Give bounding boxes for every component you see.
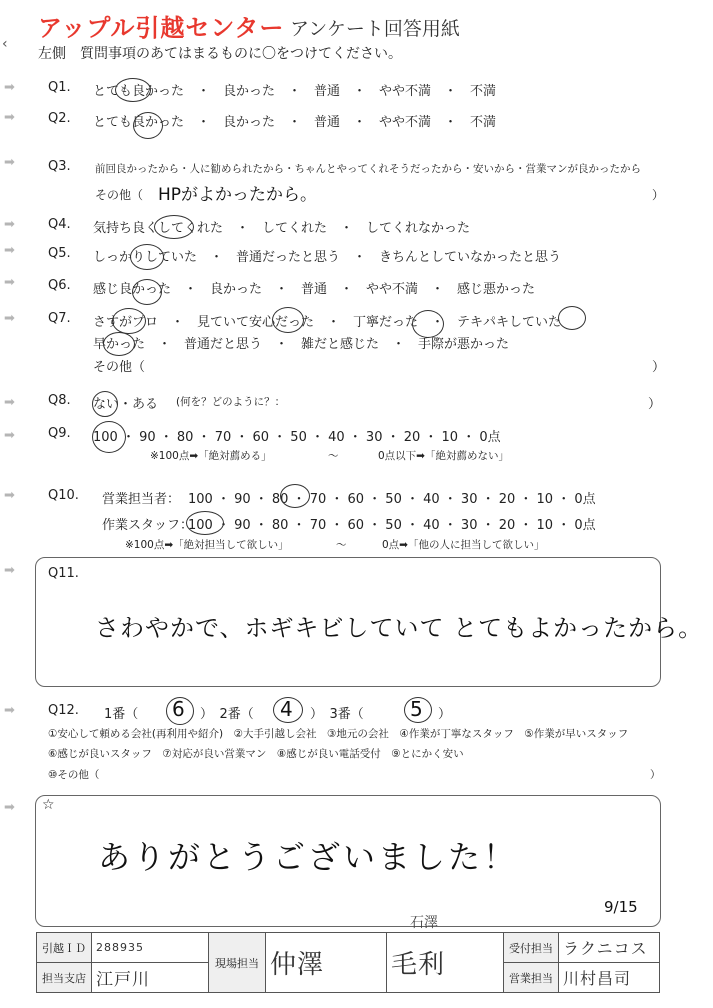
arrow-mark-icon: ➡ bbox=[4, 110, 15, 125]
scale-note-left: ※100点➡「絶対担当して欲しい」 bbox=[125, 539, 289, 551]
answer-options-line1: さすがプロ ・ 見ていて安心だった ・ 丁寧だった ・ テキパキしていた bbox=[93, 315, 562, 330]
question-q8 bbox=[48, 393, 668, 415]
answer-circle-mark bbox=[558, 306, 586, 330]
arrow-mark-icon: ➡ bbox=[4, 80, 15, 95]
sales-staff-value: 川村昌司 bbox=[559, 963, 660, 993]
answer-options: 感じ良かった ・ 良かった ・ 普通 ・ やや不満 ・ 感じ悪かった bbox=[93, 282, 536, 297]
bracket-close: ） bbox=[652, 360, 666, 375]
answer-circle-mark bbox=[186, 511, 224, 535]
question-number: Q11. bbox=[48, 566, 79, 581]
answer-circle-mark bbox=[132, 279, 162, 305]
question-number: Q8. bbox=[48, 393, 71, 408]
sales-staff-label: 営業担当 bbox=[504, 963, 559, 993]
handwritten-answer: HPがよかったから。 bbox=[158, 185, 318, 205]
site-staff-value-1: 仲澤 bbox=[266, 933, 387, 993]
arrow-mark-icon: ➡ bbox=[4, 800, 15, 815]
handwritten-answer: さわやかで、ホギキビしていて とてもよかったから。 bbox=[95, 614, 704, 642]
rank3-value: 5 bbox=[410, 697, 423, 721]
handwritten-date: 9/15 bbox=[604, 898, 638, 916]
answer-options: とても良かった ・ 良かった ・ 普通 ・ やや不満 ・ 不満 bbox=[93, 84, 497, 99]
other-label: その他（ bbox=[95, 188, 144, 202]
reception-value: ラクニコス bbox=[559, 933, 660, 963]
choice-list-line2: ⑥感じが良いスタッフ ⑦対応が良い営業マン ⑧感じが良い電話受付 ⑨とにかく安い bbox=[48, 748, 464, 760]
branch-label: 担当支店 bbox=[37, 963, 92, 993]
question-number: Q4. bbox=[48, 217, 71, 232]
scale-note-tilde: 〜 bbox=[328, 450, 339, 462]
question-number: Q7. bbox=[48, 311, 71, 326]
handwritten-note: 石澤 bbox=[410, 915, 438, 931]
arrow-mark-icon: ➡ bbox=[4, 243, 15, 258]
answer-circle-mark bbox=[272, 307, 304, 333]
arrow-mark-icon: ➡ bbox=[4, 428, 15, 443]
answer-options: 気持ち良くしてくれた ・ してくれた ・ してくれなかった bbox=[93, 221, 471, 236]
answer-circle-mark bbox=[412, 310, 444, 338]
arrow-mark-icon: ➡ bbox=[4, 703, 15, 718]
arrow-mark-icon: ➡ bbox=[4, 395, 15, 410]
branch-value: 江戸川 bbox=[92, 963, 209, 993]
bracket-close: ） bbox=[650, 769, 661, 781]
sales-rep-label: 営業担当者： bbox=[102, 492, 181, 507]
arrow-mark-icon: ➡ bbox=[4, 311, 15, 326]
reception-label: 受付担当 bbox=[504, 933, 559, 963]
scale-note-right: 0点以下➡「絶対薦めない」 bbox=[378, 450, 509, 462]
bracket-close: ） bbox=[652, 188, 665, 202]
bracket-close: ） bbox=[438, 707, 452, 722]
question-number: Q3. bbox=[48, 159, 71, 174]
answer-circle-mark bbox=[166, 697, 194, 725]
scale-note-tilde: 〜 bbox=[336, 539, 347, 551]
question-number: Q5. bbox=[48, 246, 71, 261]
info-table bbox=[36, 932, 660, 993]
arrow-mark-icon: ➡ bbox=[4, 155, 15, 170]
site-staff-label: 現場担当 bbox=[209, 933, 266, 993]
bracket-close: ） bbox=[648, 397, 662, 412]
answer-options: ない・ある bbox=[93, 397, 159, 412]
answer-circle-mark bbox=[115, 78, 151, 102]
answer-circle-mark bbox=[112, 308, 146, 334]
arrow-mark-icon: ➡ bbox=[4, 275, 15, 290]
question-number: Q9. bbox=[48, 426, 71, 441]
answer-circle-mark bbox=[92, 421, 126, 453]
question-number: Q10. bbox=[48, 488, 79, 503]
handwritten-message: ありがとうございました！ bbox=[98, 838, 519, 876]
question-note: (何を？どのように？： bbox=[176, 396, 286, 408]
rank3-label: ） 3番（ bbox=[310, 707, 364, 722]
answer-circle-mark bbox=[273, 697, 303, 723]
question-number: Q1. bbox=[48, 80, 71, 95]
instructions: 左側 質問事項のあてはまるものに〇をつけてください。 bbox=[38, 46, 402, 62]
question-number: Q12. bbox=[48, 703, 79, 718]
question-q4 bbox=[48, 217, 668, 239]
answer-options: とても良かった ・ 良かった ・ 普通 ・ やや不満 ・ 不満 bbox=[93, 115, 497, 130]
answer-circle-mark bbox=[154, 215, 194, 239]
work-staff-scale: 100 ・ 90 ・ 80 ・ 70 ・ 60 ・ 50 ・ 40 ・ 30 ・ 20 ・ 10 ・ 0点 bbox=[188, 518, 596, 533]
scale-note-left: ※100点➡「絶対薦める」 bbox=[150, 450, 272, 462]
arrow-mark-icon: ➡ bbox=[4, 488, 15, 503]
page-mark-icon: ‹ bbox=[2, 36, 8, 52]
answer-circle-mark bbox=[92, 391, 118, 417]
question-q9 bbox=[48, 426, 668, 448]
answer-options-line2: 早かった ・ 普通だと思う ・ 雑だと感じた ・ 手際が悪かった bbox=[93, 337, 510, 352]
choice-list-line1: ①安心して頼める会社(再利用や紹介) ②大手引越し会社 ③地元の会社 ④作業が丁寧なスタッフ ⑤作業が早いスタッフ bbox=[48, 728, 629, 740]
answer-circle-mark bbox=[130, 244, 164, 270]
choice-list-line3: ⑩その他（ bbox=[48, 769, 100, 781]
rank1-value: 6 bbox=[172, 697, 185, 721]
arrow-mark-icon: ➡ bbox=[4, 217, 15, 232]
score-scale: 100 ・ 90 ・ 80 ・ 70 ・ 60 ・ 50 ・ 40 ・ 30 ・ 20 ・ 10 ・ 0点 bbox=[93, 430, 501, 445]
arrow-mark-icon: ➡ bbox=[4, 563, 15, 578]
other-label: その他（ bbox=[93, 360, 146, 375]
rank2-value: 4 bbox=[280, 697, 293, 721]
rank1-label: 1番（ bbox=[104, 707, 139, 722]
answer-circle-mark bbox=[133, 112, 163, 139]
sales-rep-scale: 100 ・ 90 ・ 80 ・ 70 ・ 60 ・ 50 ・ 40 ・ 30 ・ 20 ・ 10 ・ 0点 bbox=[188, 492, 596, 507]
move-id-value: 288935 bbox=[92, 933, 209, 963]
answer-options: 前回良かったから・人に勧められたから・ちゃんとやってくれそうだったから・安いから・営業マンが良かったから bbox=[95, 163, 641, 175]
scale-note-right: 0点➡「他の人に担当して欲しい」 bbox=[382, 539, 545, 551]
answer-circle-mark bbox=[404, 697, 432, 723]
work-staff-label: 作業スタッフ： bbox=[102, 518, 194, 533]
question-number: Q2. bbox=[48, 111, 71, 126]
rank2-label: ） 2番（ bbox=[200, 707, 254, 722]
move-id-label: 引越ＩＤ bbox=[37, 933, 92, 963]
answer-options: しっかりしていた ・ 普通だったと思う ・ きちんとしていなかったと思う bbox=[93, 250, 562, 265]
form-subtitle: アンケート回答用紙 bbox=[290, 18, 460, 40]
site-staff-value-2: 毛利 bbox=[387, 933, 504, 993]
answer-circle-mark bbox=[280, 484, 310, 508]
answer-circle-mark bbox=[103, 332, 135, 356]
star-icon: ☆ bbox=[42, 797, 55, 813]
question-number: Q6. bbox=[48, 278, 71, 293]
brand-title: アップル引越センター bbox=[38, 14, 285, 42]
